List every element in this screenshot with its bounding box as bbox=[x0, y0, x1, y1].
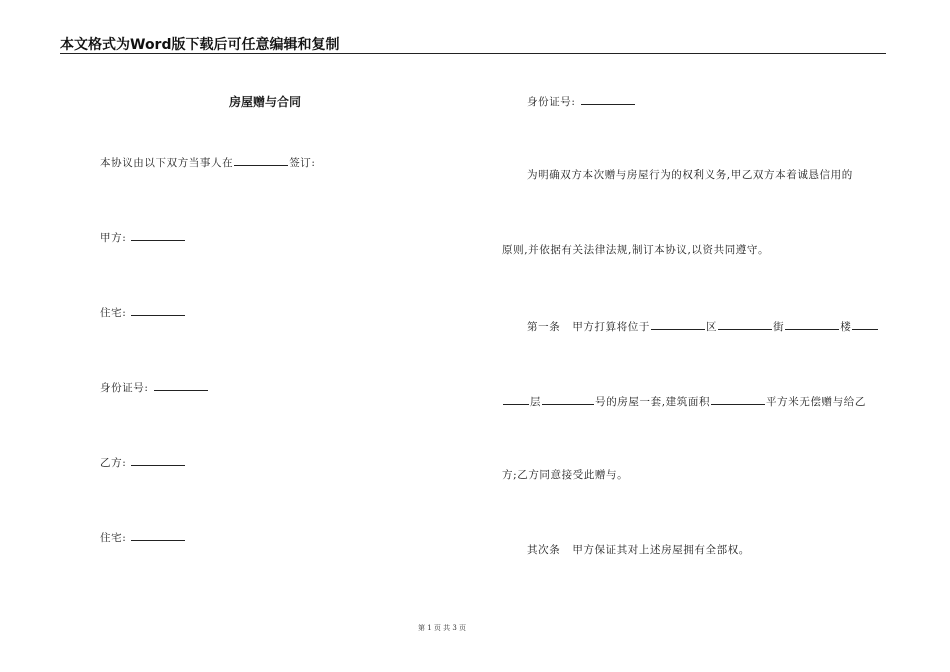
intro-line bbox=[100, 154, 316, 170]
id-b-label: 身份证号: bbox=[527, 96, 576, 108]
district-label: 区 bbox=[706, 321, 718, 333]
document-header-title: 本文格式为Word版下载后可任意编辑和复制 bbox=[60, 37, 340, 53]
contract-title: 房屋赠与合同 bbox=[228, 95, 301, 109]
building-blank bbox=[852, 318, 878, 330]
article-2-label: 其次条 bbox=[527, 544, 561, 556]
building-label: 楼 bbox=[840, 321, 852, 333]
purpose-line-1: 为明确双方本次赠与房屋行为的权利义务,甲乙双方本着诚恳信用的 bbox=[527, 169, 853, 181]
residence-b-line bbox=[100, 529, 186, 545]
id-a-line bbox=[100, 379, 209, 395]
id-b-blank bbox=[581, 93, 635, 105]
residence-a-line bbox=[100, 304, 186, 320]
article-1-line-2 bbox=[502, 393, 866, 409]
residence-b-blank bbox=[131, 529, 185, 541]
article-2-line bbox=[527, 543, 750, 557]
party-a-line bbox=[100, 229, 186, 245]
id-b-line bbox=[527, 93, 636, 109]
article-1-line-1 bbox=[527, 318, 879, 334]
party-a-label: 甲方: bbox=[100, 232, 127, 244]
floor-blank bbox=[503, 393, 529, 405]
street-blank bbox=[785, 318, 839, 330]
party-b-label: 乙方: bbox=[100, 457, 127, 469]
article-1-text-f: 号的房屋一套,建筑面积 bbox=[595, 396, 711, 408]
id-a-label: 身份证号: bbox=[100, 382, 149, 394]
purpose-line-2: 原则,并依据有关法律法规,制订本协议,以资共同遵守。 bbox=[502, 244, 770, 256]
intro-text: 本协议由以下双方当事人在 bbox=[100, 157, 234, 169]
article-1-label: 第一条 bbox=[527, 321, 561, 333]
residence-a-blank bbox=[131, 304, 185, 316]
party-b-line bbox=[100, 454, 186, 470]
party-a-blank bbox=[131, 229, 185, 241]
id-a-blank bbox=[154, 379, 208, 391]
header-divider bbox=[60, 53, 886, 54]
article-2-text: 甲方保证其对上述房屋拥有全部权。 bbox=[572, 544, 750, 556]
intro-suffix: 签订: bbox=[289, 157, 316, 169]
area-blank bbox=[711, 393, 765, 405]
residence-a-label: 住宅: bbox=[100, 307, 127, 319]
article-1-text-g: 平方米无偿赠与给乙 bbox=[766, 396, 866, 408]
party-b-blank bbox=[131, 454, 185, 466]
page-number: 第 1 页 共 3 页 bbox=[417, 624, 467, 632]
district-blank bbox=[718, 318, 772, 330]
street-label: 街 bbox=[773, 321, 785, 333]
article-1-text-a: 甲方打算将位于 bbox=[572, 321, 651, 333]
residence-b-label: 住宅: bbox=[100, 532, 127, 544]
signing-place-blank bbox=[234, 154, 288, 166]
number-blank bbox=[542, 393, 594, 405]
location-blank bbox=[651, 318, 705, 330]
floor-label: 层 bbox=[530, 396, 542, 408]
article-1-line-3: 方;乙方同意接受此赠与。 bbox=[502, 469, 629, 481]
